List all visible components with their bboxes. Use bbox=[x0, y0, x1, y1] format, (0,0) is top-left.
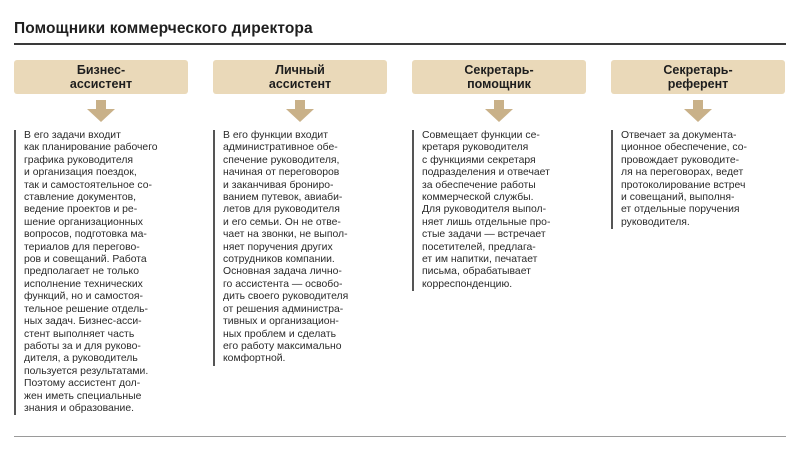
column-business-assistant bbox=[14, 60, 198, 415]
column-header-label: Секретарь- помощник bbox=[464, 63, 534, 91]
down-arrow-icon bbox=[412, 94, 586, 124]
bottom-divider bbox=[14, 436, 786, 437]
column-header bbox=[14, 60, 188, 94]
column-description: Отвечает за документа- ционное обеспечение, со- провождает руководите- ля на переговорах, ведет протоколирование встреч и совещаний, выполня- ет отдельные поручения руководителя. bbox=[611, 130, 797, 229]
column-description: В его задачи входит как планирование рабочего графика руководителя и организация поездок, так и самостоятельное со- ставление документов, ведение проектов и ре- шение организационных вопросов, подготовка ма- териалов для перегово- ров и совещаний. Работа предполагает не только исполнение технических функций, но и самостоя- тельное решение отдель- ных задач. Бизнес-асси- стент выполняет часть работы за и для руково- дителя, а руководитель пользуется результатами. Поэтому ассистент дол- жен иметь специальные знания и образование. bbox=[14, 130, 200, 415]
column-header-label: Личный ассистент bbox=[268, 63, 332, 91]
column-description: В его функции входит административное обе- спечение руководителя, начиная от переговоров и заканчивая брониро- ванием путевок, авиаби- летов для руководителя и его семьи. Он не отве- чает на звонки, не выпол- няет поручения других сотрудников компании. Основная задача лично- го ассистента — освобо- дить своего руководителя от решения администра- тивных и организацион- ных проблем и сделать его работу максимально комфортной. bbox=[213, 130, 399, 366]
page-title: Помощники коммерческого директора bbox=[14, 20, 313, 37]
column-header bbox=[611, 60, 785, 94]
column-description: Совмещает функции се- кретаря руководителя с функциями секретаря подразделения и отвечает за обеспечение работы коммерческой службы. Для руководителя выпол- няет лишь отдельные про- стые задачи — встречает посетителей, предлага- ет им напитки, печатает письма, обрабатывает корреспонденцию. bbox=[412, 130, 598, 291]
column-header-label: Бизнес- ассистент bbox=[69, 63, 133, 91]
down-arrow-icon bbox=[611, 94, 785, 124]
column-header bbox=[213, 60, 387, 94]
column-personal-assistant bbox=[213, 60, 397, 366]
column-header-label: Секретарь- референт bbox=[663, 63, 733, 91]
title-divider bbox=[14, 43, 786, 45]
column-secretary-assistant bbox=[412, 60, 596, 291]
down-arrow-icon bbox=[14, 94, 188, 124]
column-secretary-referent bbox=[611, 60, 795, 229]
down-arrow-icon bbox=[213, 94, 387, 124]
column-header bbox=[412, 60, 586, 94]
